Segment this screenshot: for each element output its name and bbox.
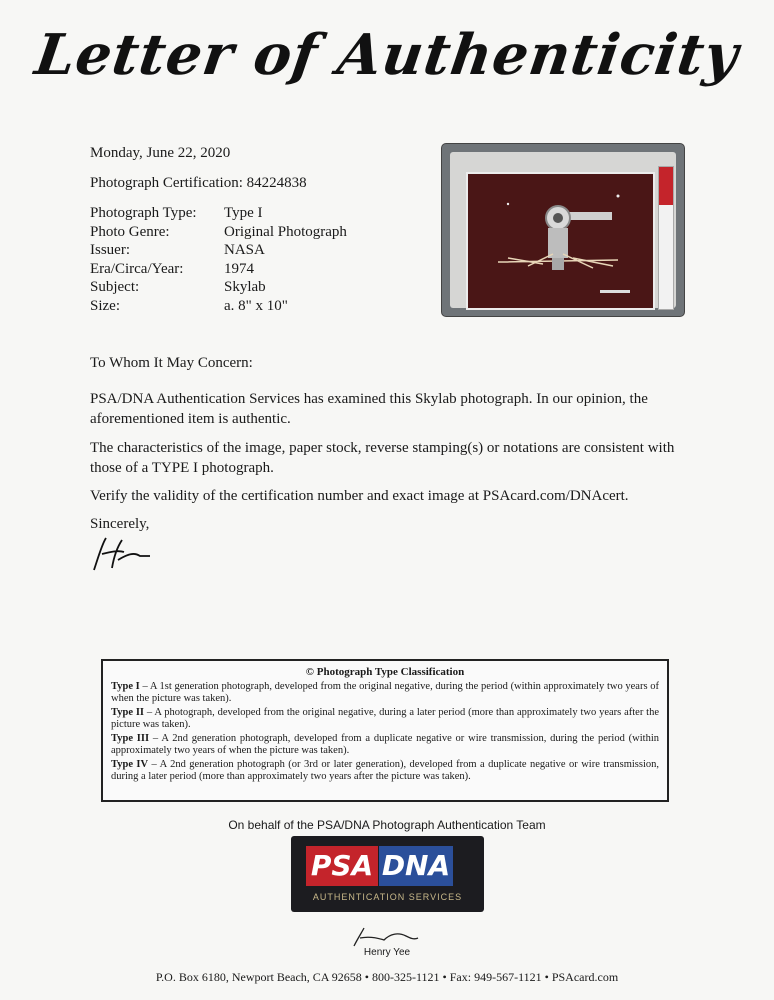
letter-paragraph: Verify the validity of the certification number and exact image at PSAcard.com/DNAcert.: [90, 488, 629, 504]
letter-paragraph: PSA/DNA Authentication Services has examined this Skylab photograph. In our opinion, the aforementioned item is authentic.: [90, 391, 648, 427]
details-row: [90, 224, 347, 243]
classification-row: [111, 681, 659, 705]
details-row: [90, 242, 347, 261]
signer-name: Henry Yee: [363, 947, 411, 958]
detail-label: Photo Genre:: [90, 223, 170, 240]
detail-value: Type I: [224, 205, 263, 221]
graded-slab-image: [441, 143, 685, 317]
classification-row: [111, 733, 659, 757]
signature-icon: [88, 534, 158, 574]
detail-value: Skylab: [224, 279, 266, 295]
page-title: Letter of Authenticity: [31, 22, 743, 88]
letter-date: Monday, June 22, 2020: [90, 145, 231, 161]
details-table: [90, 205, 347, 316]
psa-cert-label: [658, 166, 674, 310]
letter-paragraph: The characteristics of the image, paper stock, reverse stamping(s) or notations are consistent with those of a TYPE I photograph.: [90, 440, 675, 476]
slab-holder: [450, 152, 676, 308]
logo-subtitle: AUTHENTICATION SERVICES: [312, 892, 463, 902]
detail-label: Era/Circa/Year:: [90, 260, 184, 277]
details-row: [90, 279, 347, 298]
skylab-station-icon: [468, 174, 653, 308]
detail-label: Issuer:: [90, 242, 130, 258]
type-label: Type III: [111, 733, 150, 744]
detail-label: Size:: [90, 297, 120, 314]
classification-title: © Photograph Type Classification: [305, 666, 465, 678]
certification-number: Photograph Certification: 84224838: [90, 175, 307, 191]
psa-dna-logo: [291, 836, 484, 912]
footer-address: P.O. Box 6180, Newport Beach, CA 92658 • 800-325-1121 • Fax: 949-567-1121 • PSAcard.com: [155, 970, 619, 984]
type-label: Type II: [111, 707, 145, 718]
details-row: [90, 205, 347, 224]
team-statement: On behalf of the PSA/DNA Photograph Authentication Team: [228, 818, 546, 832]
type-label: Type I: [111, 681, 140, 692]
psa-logo-text: PSA: [306, 846, 378, 886]
detail-value: a. 8" x 10": [224, 297, 288, 314]
detail-value: Original Photograph: [224, 223, 347, 240]
letter-greeting: To Whom It May Concern:: [90, 355, 253, 371]
type-description: – A photograph, developed from the original negative, during a later period (more than approximately two years after the picture was taken).: [111, 707, 659, 730]
detail-label: Photograph Type:: [90, 205, 197, 221]
dna-logo-text: DNA: [379, 846, 453, 886]
detail-value: NASA: [224, 242, 265, 258]
type-description: – A 2nd generation photograph, developed from a duplicate negative or wire transmission, during the period (within approximately two years of when the picture was taken).: [111, 733, 660, 756]
type-description: – A 1st generation photograph, developed from the original negative, during the period (within approximately two years of when the picture was taken).: [111, 681, 659, 704]
type-label: Type IV: [111, 759, 149, 770]
detail-label: Subject:: [90, 279, 140, 295]
detail-value: 1974: [224, 260, 254, 277]
letter-closing: Sincerely,: [90, 516, 150, 532]
classification-box: [101, 659, 669, 802]
type-description: – A 2nd generation photograph (or 3rd or later generation), developed from a duplicate negative or wire transmission, during a later period (more than approximately two years after the picture was taken).: [111, 759, 659, 782]
psa-label-band: [659, 167, 673, 205]
classification-row: [111, 707, 659, 731]
skylab-photo: [466, 172, 655, 310]
classification-row: [111, 759, 659, 783]
details-row: [90, 298, 347, 317]
details-row: [90, 261, 347, 280]
